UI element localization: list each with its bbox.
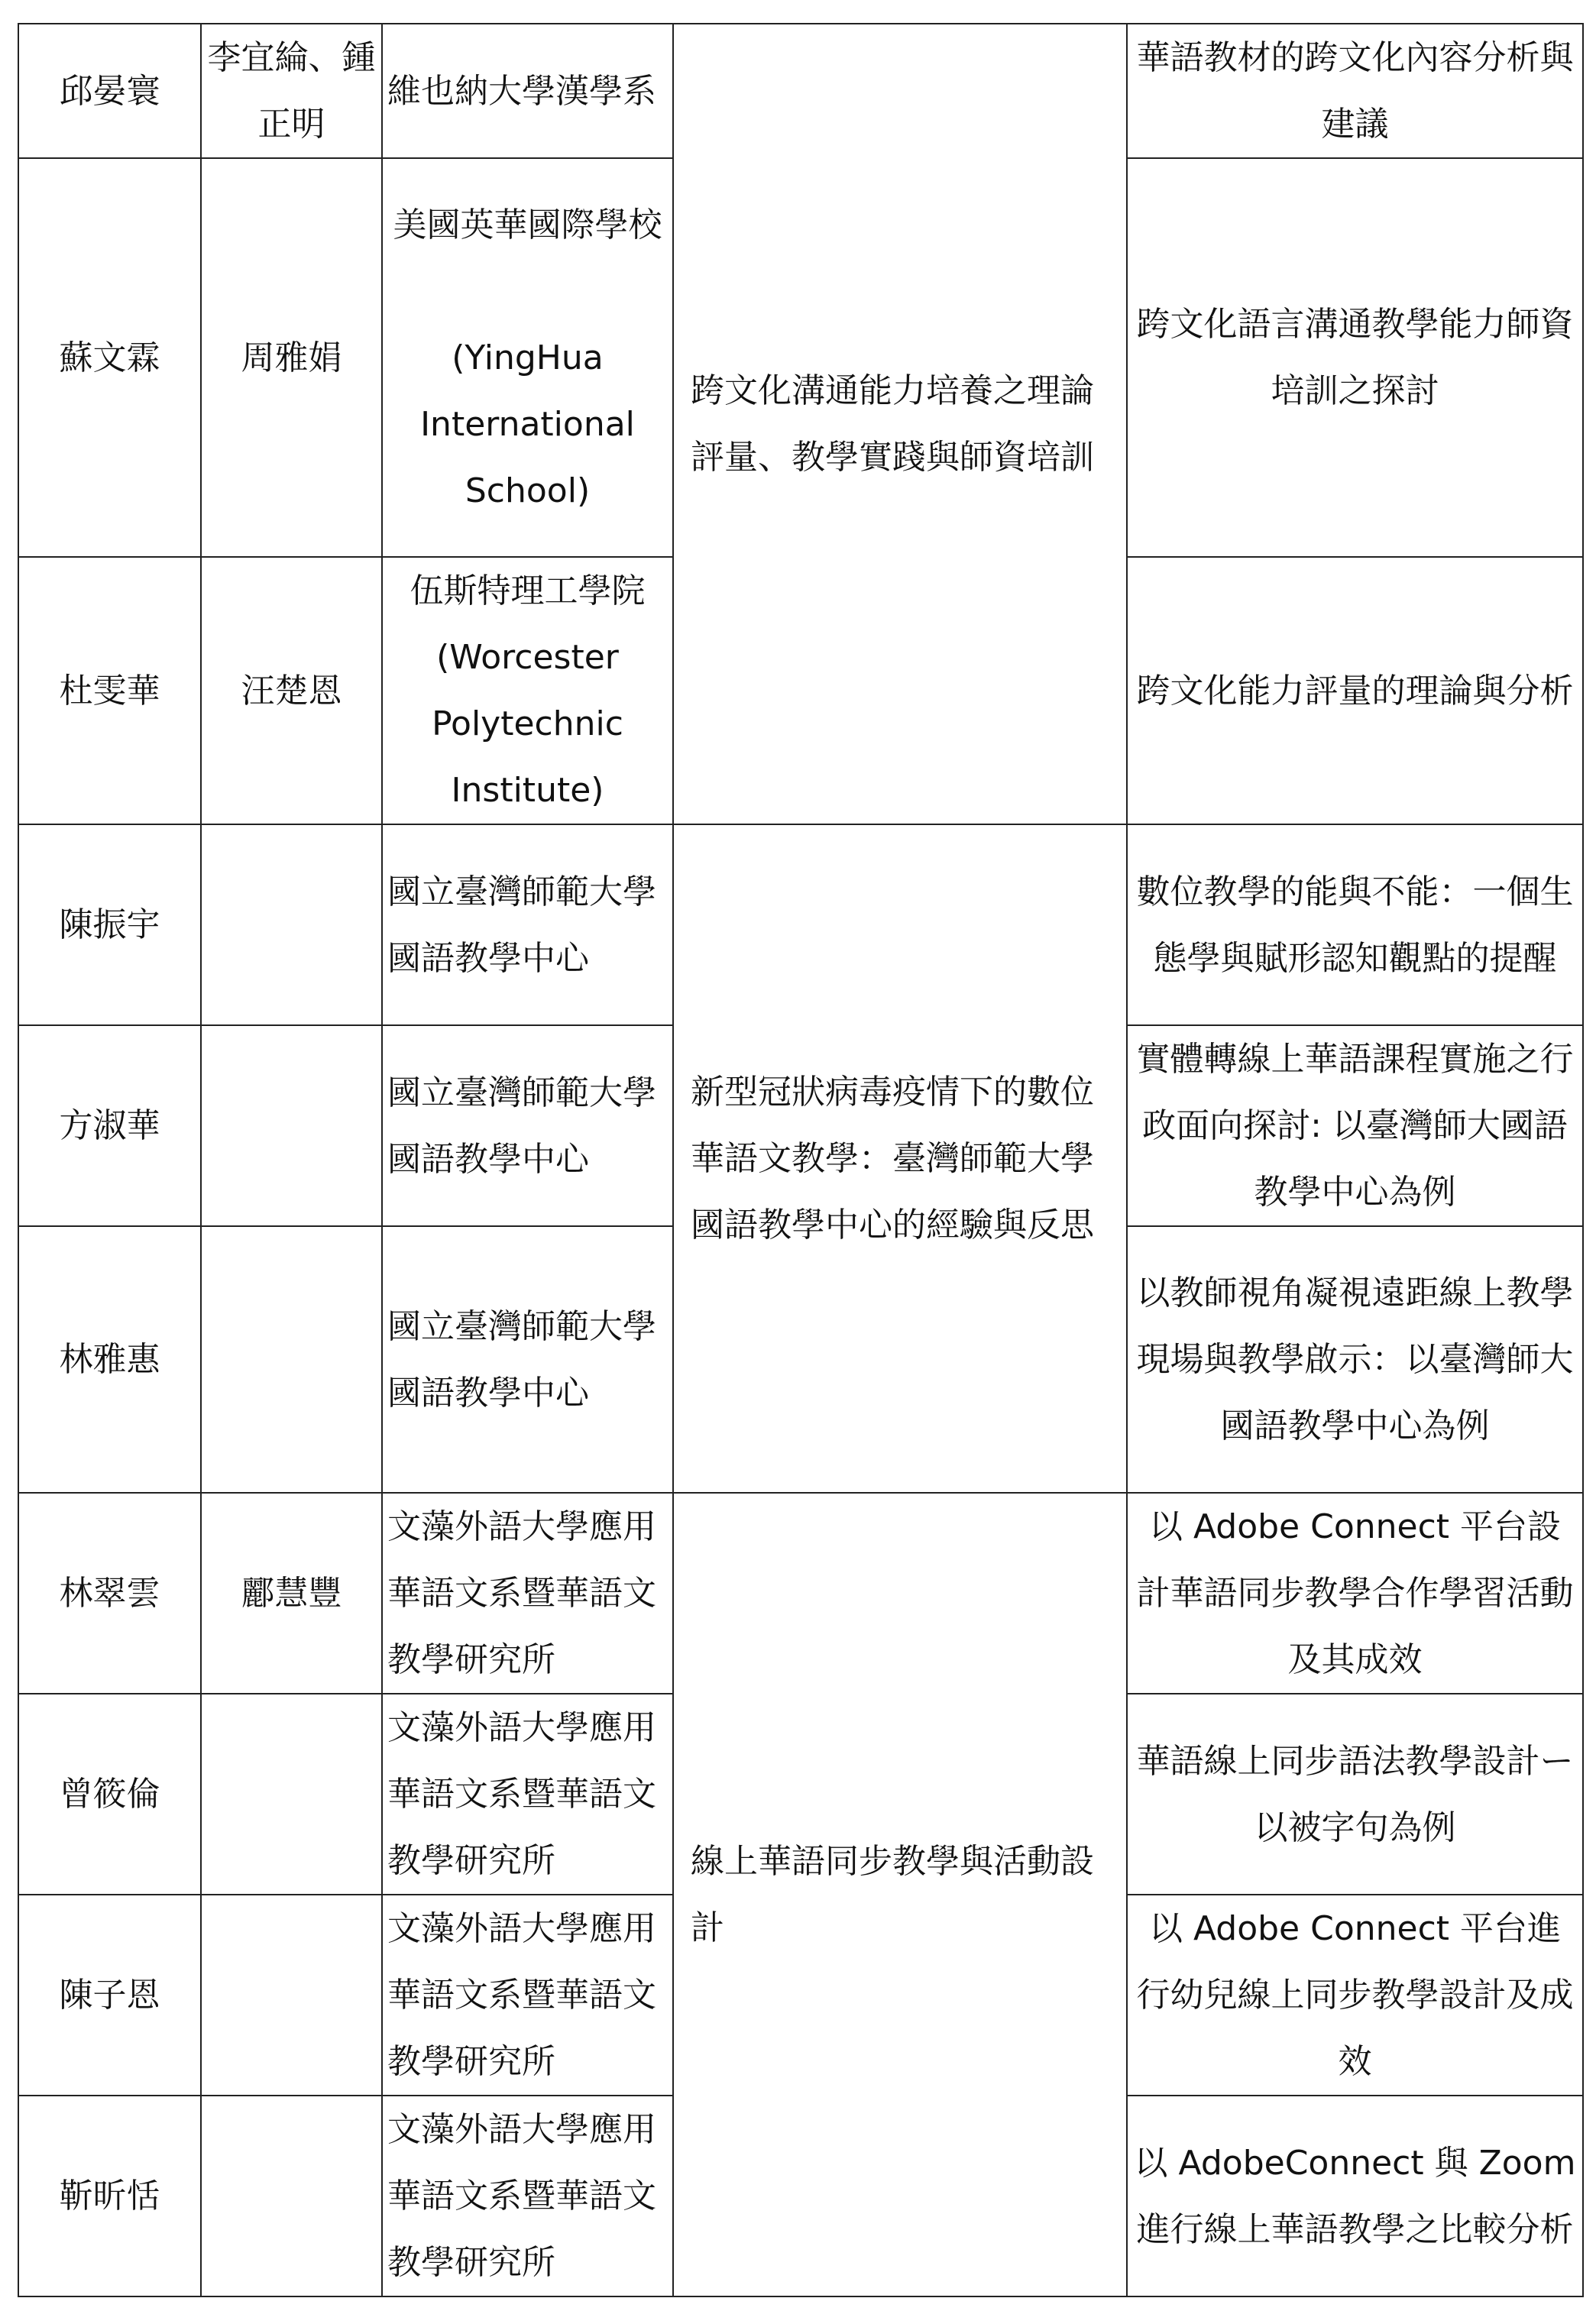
- coauthor-cell: 汪楚恩: [201, 557, 382, 824]
- coauthor-cell: 周雅娟: [201, 158, 382, 557]
- author-cell: 杜雯華: [18, 557, 201, 824]
- table-row: [18, 24, 1583, 158]
- affiliation-line: (YingHua International School): [420, 338, 635, 510]
- paper-title-cell: 以 Adobe Connect 平台設計華語同步教學合作學習活動及其成效: [1127, 1493, 1583, 1694]
- author-cell: 曾筱倫: [18, 1694, 201, 1895]
- panel-title-cell: 跨文化溝通能力培養之理論評量、教學實踐與師資培訓: [673, 24, 1127, 824]
- coauthor-cell: [201, 1226, 382, 1493]
- paper-title-cell: 以教師視角凝視遠距線上教學現場與教學啟示：以臺灣師大國語教學中心為例: [1127, 1226, 1583, 1493]
- paper-title-cell: 數位教學的能與不能：一個生態學與賦形認知觀點的提醒: [1127, 824, 1583, 1025]
- affiliation-cell: 國立臺灣師範大學國語教學中心: [382, 824, 673, 1025]
- schedule-table: [18, 23, 1584, 2297]
- panel-title-cell: 線上華語同步教學與活動設計: [673, 1493, 1127, 2296]
- coauthor-cell: [201, 1895, 382, 2096]
- paper-title-cell: 實體轉線上華語課程實施之行政面向探討: 以臺灣師大國語教學中心為例: [1127, 1025, 1583, 1226]
- affiliation-cell: 伍斯特理工學院 (Worcester Polytechnic Institute): [382, 557, 673, 824]
- affiliation-cell: [382, 158, 673, 557]
- affiliation-cell: 文藻外語大學應用華語文系暨華語文教學研究所: [382, 2096, 673, 2296]
- affiliation-cell: 國立臺灣師範大學國語教學中心: [382, 1226, 673, 1493]
- paper-title-cell: 華語教材的跨文化內容分析與建議: [1127, 24, 1583, 158]
- paper-title-cell: 跨文化能力評量的理論與分析: [1127, 557, 1583, 824]
- coauthor-cell: 酈慧豐: [201, 1493, 382, 1694]
- paper-title-cell: 以 Adobe Connect 平台進行幼兒線上同步教學設計及成效: [1127, 1895, 1583, 2096]
- paper-title-cell: 華語線上同步語法教學設計ー以被字句為例: [1127, 1694, 1583, 1895]
- coauthor-cell: [201, 824, 382, 1025]
- coauthor-cell: [201, 2096, 382, 2296]
- panel-title-cell: 新型冠狀病毒疫情下的數位華語文教學：臺灣師範大學國語教學中心的經驗與反思: [673, 824, 1127, 1493]
- coauthor-cell: [201, 1025, 382, 1226]
- author-cell: 林翠雲: [18, 1493, 201, 1694]
- affiliation-spacer: [387, 258, 668, 325]
- coauthor-cell: 李宜綸、鍾正明: [201, 24, 382, 158]
- affiliation-cell: 維也納大學漢學系: [382, 24, 673, 158]
- affiliation-line: 美國英華國際學校: [393, 205, 662, 244]
- affiliation-cell: 國立臺灣師範大學國語教學中心: [382, 1025, 673, 1226]
- author-cell: 邱晏寰: [18, 24, 201, 158]
- author-cell: 陳振宇: [18, 824, 201, 1025]
- author-cell: 林雅惠: [18, 1226, 201, 1493]
- paper-title-cell: 跨文化語言溝通教學能力師資培訓之探討: [1127, 158, 1583, 557]
- affiliation-cell: 文藻外語大學應用華語文系暨華語文教學研究所: [382, 1895, 673, 2096]
- author-cell: 陳子恩: [18, 1895, 201, 2096]
- author-cell: 蘇文霖: [18, 158, 201, 557]
- affiliation-cell: 文藻外語大學應用華語文系暨華語文教學研究所: [382, 1694, 673, 1895]
- author-cell: 方淑華: [18, 1025, 201, 1226]
- paper-title-cell: 以 AdobeConnect 與 Zoom 進行線上華語教學之比較分析: [1127, 2096, 1583, 2296]
- author-cell: 靳昕恬: [18, 2096, 201, 2296]
- affiliation-cell: 文藻外語大學應用華語文系暨華語文教學研究所: [382, 1493, 673, 1694]
- table-row: [18, 1493, 1583, 1694]
- coauthor-cell: [201, 1694, 382, 1895]
- table-row: [18, 824, 1583, 1025]
